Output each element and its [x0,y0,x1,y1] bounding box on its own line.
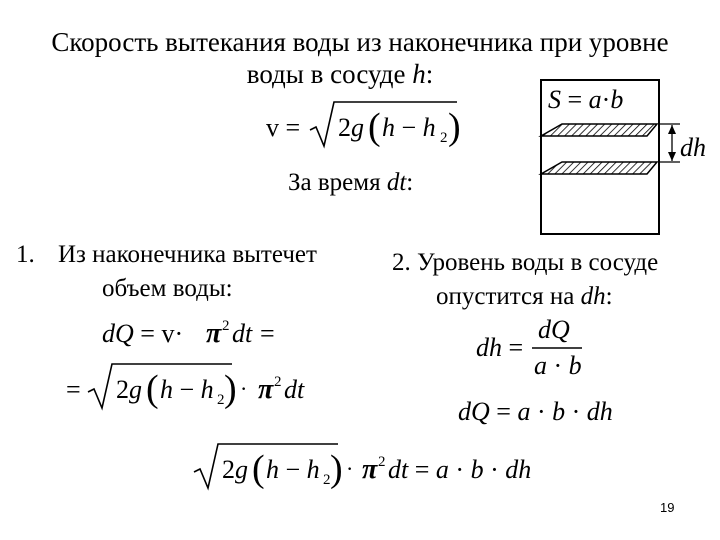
item2-text: опустится на [436,283,581,310]
item2-line2 [436,282,613,312]
square-exp: 2 [222,318,230,334]
title-var-h: h [412,59,426,89]
dQ-eq-v: dQ = v· [102,319,184,348]
h-minus-h-2: h − h [160,375,214,404]
fraction-denominator: a · b [534,351,582,380]
slide-title-line1: Скорость вытекания воды из наконечника при уровне [51,27,669,57]
dt-eq-ab-dh: dt = a · b · dh [388,455,532,484]
dQ-formula-line1 [100,312,300,352]
subscript-2b: 2 [217,392,225,408]
h-minus-h-3: h − h [266,455,320,484]
paren-open-2: ( [146,368,159,410]
time-label-var: dt [386,169,407,196]
area-formula-label: S = a·b [548,85,624,114]
paren-close-2: ) [224,368,237,410]
leading-equals: = [66,375,81,404]
pi-symbol-3: π [362,454,378,485]
dh-arrow-up [668,125,676,134]
dh-arrow-down [668,152,676,161]
item2-colon: : [605,283,613,310]
fraction-numerator: dQ [538,315,570,344]
item2-var-dh: dh [580,283,606,310]
title-colon: : [425,59,434,89]
dQ-formula-line2 [62,360,322,416]
dot-op: · [240,376,248,401]
item2-line1: 2. Уровень воды в сосуде [392,249,659,276]
square-exp-2: 2 [274,374,282,390]
upper-water-layer [541,124,657,136]
page-number: 19 [660,500,675,515]
subscript-2: 2 [440,130,448,146]
square-exp-3: 2 [378,454,386,470]
pi-symbol: π [206,318,222,349]
time-label-text: За время [288,169,387,196]
item1-line2: объем воды: [102,275,233,302]
vessel-diagram [530,78,715,238]
dot-op-3: · [346,456,354,481]
dt-term-2: dt [284,375,305,404]
title-line2-text: воды в сосуде [246,59,413,89]
time-label-colon: : [406,169,414,196]
two-g-3: 2g [222,455,248,484]
dQ-volume-formula [456,394,626,430]
dh-label: dh [680,133,706,162]
time-label [288,168,413,198]
paren-close: ) [448,106,461,148]
dQ-eq-ab-dh: dQ = a · b · dh [458,397,613,426]
final-equation [192,440,532,496]
h-minus-h: h − h [382,113,436,142]
dh-eq: dh = [476,333,524,362]
v-lhs: v = [266,113,301,142]
two-g: 2g [338,113,364,142]
paren-close-3: ) [330,448,343,490]
equals-sign: = [260,319,275,348]
dh-fraction-formula [472,312,612,384]
lower-water-layer [541,162,657,174]
dt-term: dt [232,319,253,348]
item1-line1: Из наконечника вытечет [58,241,317,268]
two-g-2: 2g [116,375,142,404]
item1-number: 1. [16,241,35,268]
paren-open: ( [368,106,381,148]
velocity-formula [262,98,462,154]
pi-symbol-2: π [258,374,274,405]
subscript-2c: 2 [323,472,331,488]
paren-open-3: ( [252,448,265,490]
